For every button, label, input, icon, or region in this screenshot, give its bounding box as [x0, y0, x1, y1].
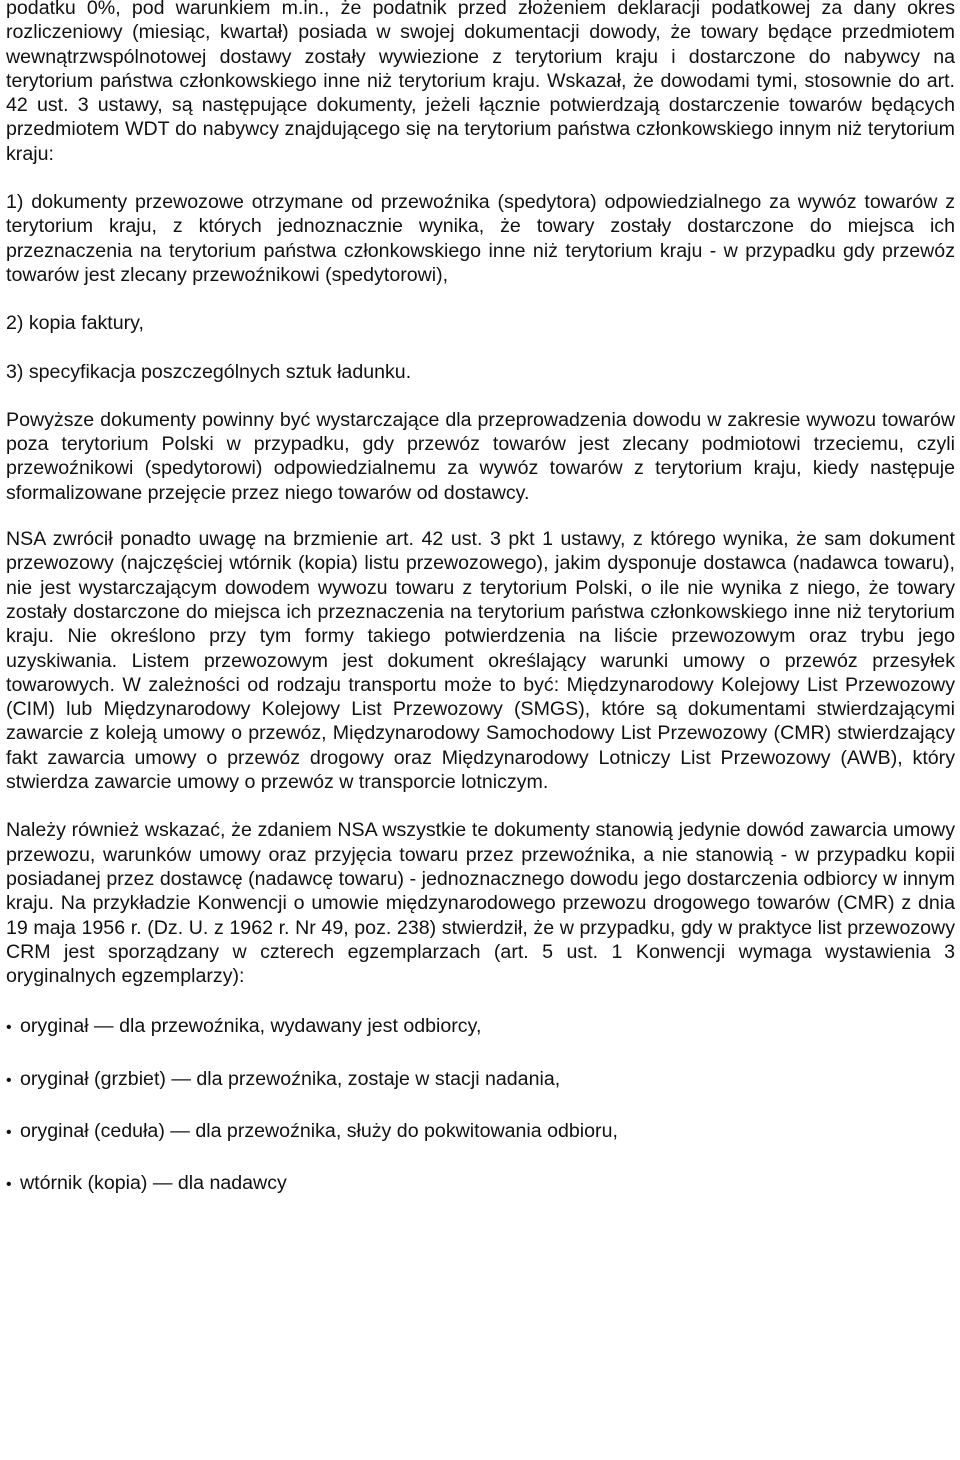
bullet-item	[6, 1171, 955, 1197]
document-page	[6, 0, 955, 1198]
bullet-text: oryginał (grzbiet) — dla przewoźnika, zostaje w stacji nadania,	[20, 1067, 561, 1090]
bullet-icon: •	[6, 1123, 12, 1141]
bullet-icon: •	[6, 1019, 12, 1037]
bullet-item	[6, 1014, 955, 1040]
bullet-icon: •	[6, 1176, 12, 1194]
bullet-item	[6, 1067, 955, 1093]
list-item-invoice-copy: 2) kopia faktury,	[6, 312, 144, 335]
bullet-icon: •	[6, 1071, 12, 1089]
list-item-transport-documents: 1) dokumenty przewozowe otrzymane od przewoźnika (spedytora) odpowiedzialnego za wywóz towarów z terytorium kraju, z których jednoznacznie wynika, że towary zostały dostarczone do miejsca ich przeznaczenia na terytorium państwa członkowskiego inne niż terytorium kraju - w przypadku gdy przewóz towarów jest zlecany przewoźnikowi (spedytorowi),	[6, 191, 955, 286]
paragraph-nsa-art42: NSA zwrócił ponadto uwagę na brzmienie art. 42 ust. 3 pkt 1 ustawy, z którego wynika, że sam dokument przewozowy (najczęściej wtórnik (kopia) listu przewozowego), jakim dysponuje dostawca (nadawca towaru), nie jest wystarczającym dowodem wywozu towaru z terytorium Polski, o ile nie wynika z niego, że towary zostały dostarczone do miejsca ich przeznaczenia na terytorium państwa członkowskiego inne niż terytorium kraju. Nie określono przy tym formy takiego potwierdzenia na liście przewozowym oraz trybu jego uzyskiwania. Listem przewozowym jest dokument określający warunki umowy o przewóz przesyłek towarowych. W zależności od rodzaju transportu może to być: Międzynarodowy Kolejowy List Przewozowy (CIM) lub Międzynarodowy Kolejowy List Przewozowy (SMGS), które są dokumentami stwierdzającymi zawarcie z koleją umowy o przewóz, Międzynarodowy Samochodowy List Przewozowy (CMR) stwierdzający fakt zawarcia umowy o przewóz drogowy oraz Międzynarodowy Lotniczy List Przewozowy (AWB), który stwierdza zawarcie umowy o przewóz w transporcie lotniczym.	[6, 528, 955, 794]
bullet-text: oryginał — dla przewoźnika, wydawany jest odbiorcy,	[20, 1015, 482, 1038]
paragraph-intro: podatku 0%, pod warunkiem m.in., że podatnik przed złożeniem deklaracji podatkowej za dany okres rozliczeniowy (miesiąc, kwartał) posiada w swojej dokumentacji dowody, że towary będące przedmiotem wewnątrzwspólnotowej dostawy zostały wywiezione z terytorium kraju i dostarczone do nabywcy na terytorium państwa członkowskiego inne niż terytorium kraju. Wskazał, że dowodami tymi, stosownie do art. 42 ust. 3 ustawy, są następujące dokumenty, jeżeli łącznie potwierdzają dostarczenie towarów będących przedmiotem WDT do nabywcy znajdującego się na terytorium państwa członkowskiego innym niż terytorium kraju:	[6, 0, 955, 165]
bullet-text: wtórnik (kopia) — dla nadawcy	[20, 1172, 287, 1195]
list-item-cargo-specification: 3) specyfikacja poszczególnych sztuk ładunku.	[6, 360, 412, 383]
paragraph-sufficient-documents: Powyższe dokumenty powinny być wystarczające dla przeprowadzenia dowodu w zakresie wywozu towarów poza terytorium Polski w przypadku, gdy przewóz towarów jest zlecany podmiotowi trzeciemu, czyli przewoźnikowi (spedytorowi) odpowiedzialnemu za wywóz towarów z terytorium kraju, kiedy następuje sformalizowane przejęcie przez niego towarów od dostawcy.	[6, 408, 955, 504]
bullet-text: oryginał (ceduła) — dla przewoźnika, służy do pokwitowania odbioru,	[20, 1119, 618, 1142]
bullet-item	[6, 1119, 955, 1145]
paragraph-cmr-convention: Należy również wskazać, że zdaniem NSA wszystkie te dokumenty stanowią jedynie dowód zawarcia umowy przewozu, warunków umowy oraz przyjęcia towaru przez przewoźnika, a nie stanowią - w przypadku kopii posiadanej przez dostawcę (nadawcę towaru) - jednoznacznego dowodu jego dostarczenia odbiorcy w innym kraju. Na przykładzie Konwencji o umowie międzynarodowego przewozu drogowego towarów (CMR) z dnia 19 maja 1956 r. (Dz. U. z 1962 r. Nr 49, poz. 238) stwierdził, że w przypadku, gdy w praktyce list przewozowy CRM jest sporządzany w czterech egzemplarzach (art. 5 ust. 1 Konwencji wymaga wystawienia 3 oryginalnych egzemplarzy):	[6, 819, 955, 988]
